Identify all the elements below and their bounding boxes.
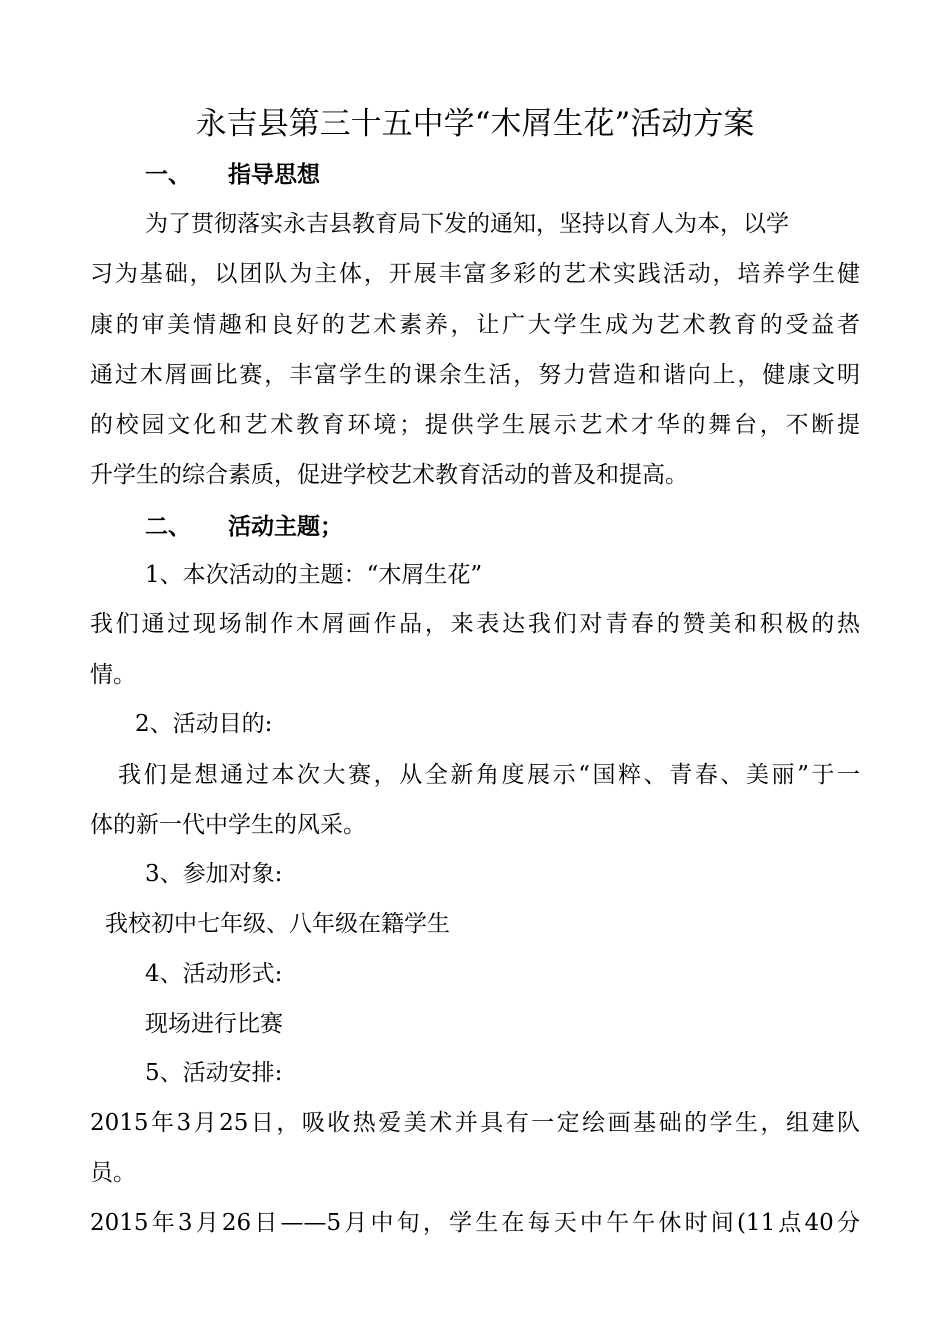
section-1-line-5: 的校园文化和艺术教育环境；提供学生展示艺术才华的舞台，不断提 bbox=[90, 412, 860, 438]
item-3-label: 3、参加对象: bbox=[145, 861, 283, 887]
section-1-heading: 指导思想 bbox=[228, 162, 320, 188]
item-4-label: 4、活动形式: bbox=[145, 961, 283, 987]
section-1-line-4: 通过木屑画比赛，丰富学生的课余生活，努力营造和谐向上，健康文明 bbox=[90, 362, 860, 388]
section-1-line-6: 升学生的综合素质，促进学校艺术教育活动的普及和提高。 bbox=[90, 462, 688, 488]
item-3-text: 我校初中七年级、八年级在籍学生 bbox=[105, 911, 450, 937]
item-1-line-1: 我们通过现场制作木屑画作品，来表达我们对青春的赞美和积极的热 bbox=[90, 611, 860, 637]
item-5-line-3: 2015年3月26日——5月中旬，学生在每天中午午休时间(11点40分 bbox=[90, 1210, 860, 1236]
item-2-line-2: 体的新一代中学生的风采。 bbox=[90, 812, 366, 838]
item-2-label: 2、活动目的: bbox=[135, 711, 273, 737]
item-5-line-1: 2015年3月25日，吸收热爱美术并具有一定绘画基础的学生，组建队 bbox=[90, 1110, 860, 1136]
section-1-line-2: 习为基础，以团队为主体，开展丰富多彩的艺术实践活动，培养学生健 bbox=[90, 261, 860, 287]
item-2-line-1: 我们是想通过本次大赛，从全新角度展示“国粹、青春、美丽”于一 bbox=[118, 762, 860, 788]
section-1-number: 一、 bbox=[145, 162, 191, 188]
section-1-line-3: 康的审美情趣和良好的艺术素养，让广大学生成为艺术教育的受益者 bbox=[90, 312, 860, 338]
section-2-heading: 活动主题； bbox=[228, 514, 343, 540]
item-5-line-2: 员。 bbox=[90, 1160, 136, 1186]
item-5-label: 5、活动安排: bbox=[145, 1060, 283, 1086]
section-2-number: 二、 bbox=[145, 514, 191, 540]
item-1-line-2: 情。 bbox=[90, 662, 136, 688]
document-title: 永吉县第三十五中学“木屑生花”活动方案 bbox=[195, 106, 755, 142]
section-1-line-1: 为了贯彻落实永吉县教育局下发的通知，坚持以育人为本，以学 bbox=[145, 211, 789, 237]
item-1-label: 1、本次活动的主题：“木屑生花” bbox=[145, 562, 483, 588]
item-4-text: 现场进行比赛 bbox=[145, 1011, 283, 1037]
